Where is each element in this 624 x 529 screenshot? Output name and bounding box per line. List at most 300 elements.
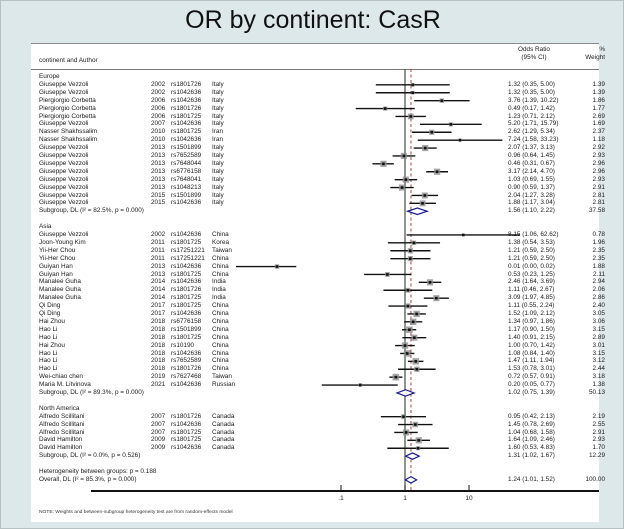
study-row — [31, 262, 605, 271]
study-author: Guiyan Han — [39, 262, 73, 270]
study-or-ci: 0.53 (0.23, 1.25) — [508, 270, 555, 278]
study-weight: 1.96 — [592, 238, 605, 246]
study-country: India — [212, 278, 226, 286]
study-row — [31, 325, 605, 334]
weight-header-line1: % — [599, 46, 605, 53]
study-row — [31, 278, 605, 286]
study-year: 2013 — [151, 270, 166, 278]
group-label-row — [31, 223, 599, 231]
study-author: Giuseppe Vezzoli — [39, 80, 89, 88]
study-country: China — [212, 349, 229, 357]
study-or-ci: 0.72 (0.57, 0.91) — [508, 373, 555, 381]
study-year: 2007 — [151, 120, 166, 128]
study-or-ci: 0.95 (0.42, 2.13) — [508, 412, 555, 420]
study-year: 2013 — [151, 183, 166, 191]
study-or-ci: 1.32 (0.35, 5.00) — [508, 80, 555, 88]
study-author: Alfredo Scillitani — [39, 412, 85, 420]
study-snp: rs1501899 — [171, 325, 202, 333]
study-author: David Hamilton — [39, 444, 83, 452]
study-author: Qi Ding — [39, 310, 61, 317]
study-year: 2009 — [151, 436, 166, 444]
study-snp: rs1801725 — [171, 333, 202, 341]
study-or-ci: 0.49 (0.17, 1.42) — [508, 104, 555, 112]
study-country: Italy — [212, 183, 224, 191]
study-weight: 3.15 — [592, 349, 605, 357]
study-or-ci: 1.47 (1.11, 1.94) — [508, 357, 555, 365]
study-or-ci: 1.34 (0.97, 1.86) — [508, 317, 555, 325]
study-country: Italy — [212, 112, 224, 120]
study-country: Canada — [212, 436, 235, 444]
study-country: Iran — [212, 136, 224, 144]
x-axis-tick-label: 1 — [403, 495, 407, 502]
study-author: Alfredo Scillitani — [39, 420, 85, 428]
study-weight: 3.05 — [592, 310, 605, 317]
study-weight: 3.15 — [592, 325, 605, 333]
study-snp: rs7648041 — [171, 175, 202, 183]
study-author: Hao Li — [39, 357, 58, 365]
x-axis-tick-label: .1 — [338, 495, 344, 502]
study-row — [31, 420, 605, 429]
summary-or-ci: 1.02 (0.75, 1.39) — [508, 389, 555, 396]
study-snp: rs1801725 — [171, 238, 202, 246]
study-row — [31, 238, 605, 247]
study-year: 2014 — [151, 294, 166, 302]
study-snp: rs1042636 — [171, 420, 202, 428]
study-author: Nasser Shakhssalim — [39, 136, 98, 144]
study-row — [31, 286, 605, 294]
study-year: 2007 — [151, 412, 166, 420]
study-author: Giuseppe Vezzoli — [39, 144, 89, 152]
study-author: Giuseppe Vezzoli — [39, 120, 89, 128]
study-row — [31, 365, 605, 373]
study-author: Hao Li — [39, 349, 58, 357]
summary-weight: 37.58 — [589, 207, 605, 215]
study-row — [31, 349, 605, 358]
study-year: 2007 — [151, 428, 166, 436]
summary-or-ci: 1.56 (1.10, 2.22) — [508, 207, 555, 215]
group-name: North America — [39, 404, 80, 412]
study-row — [31, 191, 605, 200]
study-snp: rs7627468 — [171, 373, 202, 381]
study-weight: 2.81 — [592, 191, 605, 199]
summary-label: Subgroup, DL (I² = 82.5%, p = 0.000) — [39, 207, 144, 215]
study-author: Giuseppe Vezzoli — [39, 183, 89, 191]
study-weight: 1.70 — [592, 444, 605, 452]
study-author: Yii-Her Chou — [39, 246, 76, 254]
study-year: 2013 — [151, 262, 166, 270]
study-or-ci: 1.21 (0.59, 2.50) — [508, 246, 555, 254]
study-author: Maria M. Litvinova — [39, 381, 91, 389]
study-country: Italy — [212, 88, 224, 96]
study-snp: rs1048213 — [171, 183, 202, 191]
study-snp: rs17251221 — [171, 254, 205, 262]
study-country: Italy — [212, 191, 224, 199]
study-weight: 2.96 — [592, 167, 605, 175]
summary-weight: 12.29 — [589, 452, 605, 460]
study-country: Italy — [212, 199, 224, 207]
study-year: 2002 — [151, 231, 166, 238]
study-snp: rs1042636 — [171, 88, 202, 96]
study-snp: rs1042636 — [171, 278, 202, 286]
study-or-ci: 1.21 (0.59, 2.50) — [508, 254, 555, 262]
study-country: Korea — [212, 238, 230, 246]
study-or-ci: 2.62 (1.29, 5.34) — [508, 128, 555, 136]
study-snp: rs1042636 — [171, 96, 202, 104]
study-snp: rs1801726 — [171, 80, 202, 88]
study-author: Piergiorgio Corbetta — [39, 96, 96, 104]
study-or-ci: 1.32 (0.35, 5.00) — [508, 88, 555, 96]
study-author: Giuseppe Vezzoli — [39, 88, 89, 96]
study-year: 2011 — [151, 254, 165, 262]
study-snp: rs1801725 — [171, 428, 202, 436]
study-country: China — [212, 333, 229, 341]
study-author: Hao Li — [39, 333, 58, 341]
study-weight: 2.81 — [592, 199, 605, 207]
chart-title: OR by continent: CasR — [185, 6, 441, 34]
study-author: Giuseppe Vezzoli — [39, 167, 89, 175]
study-snp: rs1801725 — [171, 128, 202, 136]
study-snp: rs1801726 — [171, 104, 202, 112]
study-weight: 2.35 — [592, 254, 605, 262]
study-snp: rs1042636 — [171, 120, 202, 128]
study-row — [31, 136, 605, 144]
group-label-row — [31, 405, 599, 413]
study-or-ci: 1.11 (0.55, 2.24) — [508, 302, 555, 310]
study-row — [31, 183, 605, 192]
summary-label: Subgroup, DL (I² = 0.0%, p = 0.526) — [39, 452, 141, 460]
study-country: Taiwan — [212, 246, 232, 254]
study-country: China — [212, 310, 229, 317]
study-year: 2018 — [151, 365, 166, 373]
study-weight: 2.91 — [592, 183, 605, 191]
study-weight: 2.93 — [592, 175, 605, 183]
study-weight: 2.06 — [592, 286, 605, 294]
study-or-ci: 0.90 (0.59, 1.37) — [508, 183, 555, 191]
study-country: China — [212, 302, 229, 310]
forest-plot-figure — [31, 43, 605, 522]
study-year: 2002 — [151, 88, 166, 96]
study-country: Iran — [212, 128, 224, 136]
odds-ratio-header-line2: (95% CI) — [521, 54, 547, 61]
study-or-ci: 1.08 (0.84, 1.40) — [508, 349, 555, 357]
heterogeneity-between-groups-row — [31, 468, 599, 476]
study-country: China — [212, 270, 229, 278]
study-or-ci: 0.01 (0.00, 0.02) — [508, 262, 555, 270]
study-author: Giuseppe Vezzoli — [39, 152, 89, 159]
study-weight: 1.38 — [592, 381, 605, 389]
study-or-ci: 7.24 (1.58, 33.23) — [508, 136, 559, 144]
study-or-ci: 1.03 (0.69, 1.55) — [508, 175, 555, 183]
summary-label: Overall, DL (I² = 85.3%, p = 0.000) — [39, 475, 137, 483]
study-author: Hai Zhou — [39, 341, 65, 349]
study-weight: 2.93 — [592, 152, 605, 159]
study-row — [31, 96, 605, 105]
weight-header-line2: Weight — [585, 54, 605, 61]
study-country: China — [212, 365, 229, 373]
study-country: Italy — [212, 96, 224, 104]
study-year: 2011 — [151, 246, 165, 254]
study-snp: rs1042636 — [171, 444, 202, 452]
study-snp: rs1801725 — [171, 302, 202, 310]
study-row — [31, 128, 605, 136]
study-row — [31, 152, 605, 160]
study-country: China — [212, 254, 229, 262]
study-or-ci: 3.76 (1.39, 10.22) — [508, 96, 559, 104]
study-weight: 2.19 — [592, 412, 605, 420]
study-snp: rs7652589 — [171, 357, 202, 365]
study-author: Yii-Her Chou — [39, 254, 76, 262]
study-or-ci: 8.15 (1.06, 62.62) — [508, 231, 559, 238]
study-or-ci: 1.88 (1.17, 3.04) — [508, 199, 555, 207]
study-row — [31, 120, 605, 128]
study-weight: 2.86 — [592, 294, 605, 302]
study-author: Manalee Guha — [39, 286, 81, 294]
study-weight: 1.18 — [592, 136, 605, 144]
study-snp: rs1501899 — [171, 144, 202, 152]
study-snp: rs1042636 — [171, 310, 202, 317]
study-snp: rs1801726 — [171, 286, 202, 294]
study-author: Manalee Guha — [39, 294, 81, 302]
study-country: China — [212, 341, 229, 349]
study-or-ci: 1.45 (0.78, 2.69) — [508, 420, 555, 428]
forest-rows-layer — [31, 44, 605, 522]
study-country: Taiwan — [212, 373, 232, 381]
study-year: 2017 — [151, 302, 166, 310]
study-snp: rs1042636 — [171, 199, 202, 207]
study-row — [31, 80, 605, 89]
study-country: Canada — [212, 428, 235, 436]
study-weight: 2.94 — [592, 278, 605, 286]
study-year: 2018 — [151, 357, 166, 365]
study-row — [31, 428, 605, 437]
study-or-ci: 2.04 (1.27, 3.28) — [508, 191, 555, 199]
study-weight: 2.35 — [592, 246, 605, 254]
study-or-ci: 0.20 (0.05, 0.77) — [508, 381, 555, 389]
summary-or-ci: 1.24 (1.01, 1.52) — [508, 475, 555, 483]
study-row — [31, 317, 605, 326]
study-weight: 1.39 — [592, 80, 605, 88]
study-weight: 2.89 — [592, 333, 605, 341]
study-snp: rs1801726 — [171, 365, 202, 373]
study-or-ci: 1.23 (0.71, 2.12) — [508, 112, 555, 120]
study-or-ci: 0.96 (0.64, 1.45) — [508, 152, 555, 159]
summary-weight: 100.00 — [585, 475, 605, 483]
study-country: Canada — [212, 412, 235, 420]
study-country: India — [212, 294, 226, 302]
group-name: Europe — [39, 73, 60, 80]
study-year: 2015 — [151, 191, 166, 199]
study-country: Italy — [212, 80, 224, 88]
study-weight: 1.69 — [592, 120, 605, 128]
study-or-ci: 1.64 (1.09, 2.46) — [508, 436, 555, 444]
study-year: 2006 — [151, 112, 166, 120]
study-year: 2018 — [151, 333, 166, 341]
study-author: Hao Li — [39, 325, 58, 333]
study-weight: 2.40 — [592, 302, 605, 310]
study-row — [31, 199, 605, 207]
study-author: Hao Li — [39, 365, 58, 373]
study-author: Giuseppe Vezzoli — [39, 159, 89, 167]
study-or-ci: 3.09 (1.97, 4.85) — [508, 294, 555, 302]
study-year: 2021 — [151, 381, 166, 389]
study-row — [31, 254, 605, 263]
study-year: 2018 — [151, 349, 166, 357]
study-author: Piergiorgio Corbetta — [39, 104, 96, 112]
study-or-ci: 1.52 (1.09, 2.12) — [508, 310, 555, 317]
study-snp: rs1042636 — [171, 136, 202, 144]
study-or-ci: 0.46 (0.31, 0.67) — [508, 159, 555, 167]
study-year: 2010 — [151, 128, 166, 136]
heterogeneity-text: Heterogeneity between groups: p = 0.188 — [39, 468, 157, 475]
study-country: China — [212, 262, 229, 270]
study-country: Italy — [212, 152, 224, 159]
study-year: 2014 — [151, 286, 166, 294]
study-weight: 2.93 — [592, 436, 605, 444]
study-weight: 3.01 — [592, 341, 605, 349]
study-year: 2013 — [151, 144, 166, 152]
study-author: Giuseppe Vezzoli — [39, 231, 89, 238]
study-snp: rs1801725 — [171, 294, 202, 302]
study-or-ci: 1.04 (0.68, 1.58) — [508, 428, 555, 436]
study-snp: rs6776158 — [171, 167, 202, 175]
study-row — [31, 112, 605, 121]
study-year: 2011 — [151, 238, 165, 246]
study-weight: 1.88 — [592, 262, 605, 270]
study-row — [31, 310, 605, 318]
footnote: NOTE: Weights and between-subgroup heterogeneity test are from random-effects model — [39, 510, 233, 515]
study-country: Russian — [212, 381, 236, 389]
study-snp: rs7648044 — [171, 159, 202, 167]
subgroup-summary-row — [31, 389, 605, 397]
group-label-row — [31, 73, 599, 81]
study-row — [31, 357, 605, 365]
study-weight: 2.44 — [592, 365, 605, 373]
study-weight: 1.77 — [592, 104, 605, 112]
study-snp: rs1801725 — [171, 436, 202, 444]
study-weight: 1.39 — [592, 88, 605, 96]
study-author: Wei-chiao chen — [39, 373, 83, 381]
study-or-ci: 3.17 (2.14, 4.70) — [508, 167, 555, 175]
study-snp: rs1042636 — [171, 381, 202, 389]
study-weight: 2.91 — [592, 428, 605, 436]
study-author: Giuseppe Vezzoli — [39, 175, 89, 183]
study-snp: rs1801725 — [171, 112, 202, 120]
study-year: 2006 — [151, 96, 166, 104]
study-row — [31, 159, 605, 168]
study-or-ci: 1.40 (0.91, 2.15) — [508, 333, 555, 341]
overall-summary-row — [31, 475, 605, 484]
study-year: 2015 — [151, 199, 166, 207]
summary-weight: 50.13 — [589, 389, 605, 396]
study-snp: rs10190 — [171, 341, 195, 349]
study-row — [31, 412, 605, 421]
study-snp: rs1042636 — [171, 231, 202, 238]
study-row — [31, 88, 605, 97]
study-row — [31, 333, 605, 342]
study-snp: rs1801726 — [171, 412, 202, 420]
study-row — [31, 444, 605, 452]
study-row — [31, 302, 605, 310]
summary-label: Subgroup, DL (I² = 89.3%, p = 0.000) — [39, 389, 144, 396]
study-or-ci: 1.60 (0.53, 4.83) — [508, 444, 555, 452]
study-author: Hai Zhou — [39, 317, 65, 325]
study-or-ci: 1.17 (0.90, 1.50) — [508, 325, 555, 333]
study-author: Qi Ding — [39, 302, 61, 310]
study-weight: 3.18 — [592, 373, 605, 381]
subgroup-summary-row — [31, 452, 605, 460]
study-author: Nasser Shakhssalim — [39, 128, 98, 136]
study-snp: rs6776158 — [171, 317, 202, 325]
study-weight: 2.11 — [593, 270, 605, 278]
study-author: Joon-Young Kim — [39, 238, 86, 246]
study-author: Guiyan Han — [39, 270, 73, 278]
study-row — [31, 373, 605, 381]
study-year: 2002 — [151, 80, 166, 88]
study-weight: 1.86 — [592, 96, 605, 104]
study-country: China — [212, 231, 229, 238]
study-author: Piergiorgio Corbetta — [39, 112, 96, 120]
study-country: India — [212, 286, 226, 294]
study-year: 2013 — [151, 167, 166, 175]
study-or-ci: 1.00 (0.70, 1.42) — [508, 341, 555, 349]
study-snp: rs1801725 — [171, 270, 202, 278]
study-row — [31, 436, 605, 444]
study-country: Canada — [212, 444, 235, 452]
study-country: China — [212, 317, 229, 325]
study-snp: rs1042636 — [171, 349, 202, 357]
odds-ratio-header-line1: Odds Ratio — [518, 46, 550, 53]
study-row — [31, 167, 605, 176]
group-name: Asia — [39, 223, 52, 231]
study-author: Giuseppe Vezzoli — [39, 199, 89, 207]
study-year: 2007 — [151, 420, 166, 428]
study-or-ci: 1.11 (0.46, 2.67) — [508, 286, 555, 294]
study-row — [31, 175, 605, 184]
study-row — [31, 144, 605, 152]
study-snp: rs1501899 — [171, 191, 202, 199]
study-year: 2013 — [151, 159, 166, 167]
study-country: China — [212, 325, 229, 333]
study-year: 2009 — [151, 444, 166, 452]
study-country: Canada — [212, 420, 235, 428]
study-author: Manalee Guha — [39, 278, 81, 286]
study-country: Italy — [212, 120, 224, 128]
study-country: Italy — [212, 104, 224, 112]
study-or-ci: 5.20 (1.71, 15.79) — [508, 120, 559, 128]
study-author: David Hamilton — [39, 436, 83, 444]
study-weight: 2.96 — [592, 159, 605, 167]
study-or-ci: 1.38 (0.54, 3.53) — [508, 238, 555, 246]
study-row — [31, 231, 605, 239]
study-year: 2010 — [151, 136, 166, 144]
study-year: 2019 — [151, 373, 166, 381]
study-weight: 2.37 — [592, 128, 605, 136]
subgroup-summary-row — [31, 207, 605, 215]
study-row — [31, 246, 605, 255]
study-country: Italy — [212, 175, 224, 183]
study-year: 2018 — [151, 325, 166, 333]
study-year: 2006 — [151, 104, 166, 112]
study-or-ci: 2.07 (1.37, 3.13) — [508, 144, 555, 152]
study-year: 2014 — [151, 278, 166, 286]
study-weight: 2.69 — [592, 112, 605, 120]
study-year: 2017 — [151, 310, 166, 317]
study-country: Italy — [212, 144, 224, 152]
study-row — [31, 341, 605, 350]
study-snp: rs1042636 — [171, 262, 202, 270]
study-snp: rs7652589 — [171, 152, 202, 159]
study-weight: 0.78 — [592, 231, 605, 238]
